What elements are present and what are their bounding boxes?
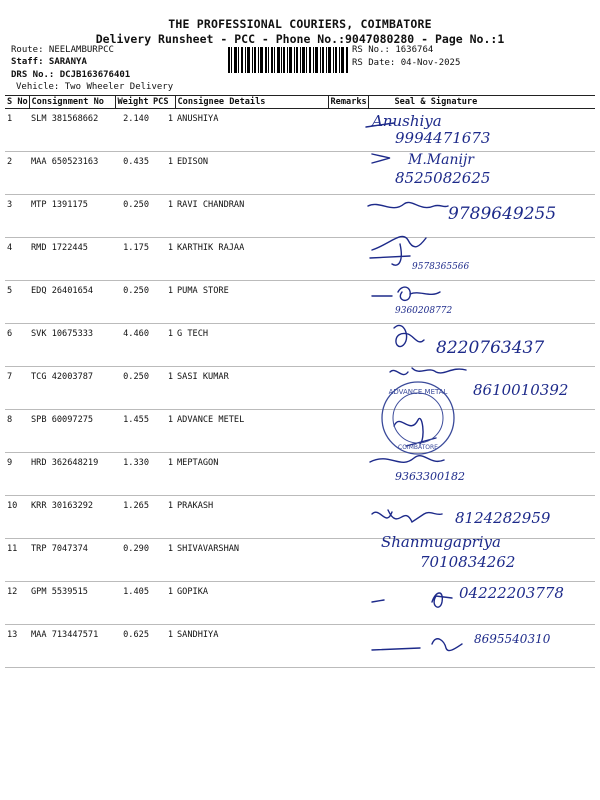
rs-number: RS No.: 1636764 [352, 45, 434, 55]
cell-pcs: 1 [151, 109, 175, 152]
cell-weight: 1.455 [115, 410, 151, 453]
cell-signature [368, 238, 595, 281]
cell-weight: 0.250 [115, 195, 151, 238]
cell-pcs: 1 [151, 539, 175, 582]
signature-phone: 9789649255 [448, 204, 557, 224]
cell-remarks [328, 109, 368, 152]
signature-name: Anushiya [372, 112, 442, 130]
cell-pcs: 1 [151, 152, 175, 195]
signature-phone: 04222203778 [459, 584, 564, 602]
cell-sno: 13 [5, 625, 29, 668]
cell-sno: 4 [5, 238, 29, 281]
cell-pcs: 1 [151, 453, 175, 496]
column-header-pcs: PCS [151, 96, 175, 109]
cell-sno: 6 [5, 324, 29, 367]
cell-pcs: 1 [151, 582, 175, 625]
cell-sno: 10 [5, 496, 29, 539]
signature-phone: 8124282959 [455, 509, 551, 527]
cell-pcs: 1 [151, 324, 175, 367]
cell-pcs: 1 [151, 367, 175, 410]
signature-phone: 9578365566 [412, 262, 470, 272]
cell-sno: 12 [5, 582, 29, 625]
cell-consignee: RAVI CHANDRAN [175, 195, 328, 238]
column-header-signature: Seal & Signature [368, 96, 595, 109]
signature-name: M.Manijr [408, 152, 474, 168]
cell-remarks [328, 152, 368, 195]
cell-pcs: 1 [151, 238, 175, 281]
cell-sno: 2 [5, 152, 29, 195]
cell-consignment: HRD 362648219 [29, 453, 115, 496]
table-row [5, 109, 595, 152]
stamp-text-bottom: COIMBATORE [398, 444, 438, 451]
table-header-row [5, 96, 595, 109]
signature-name: Shanmugapriya [381, 533, 501, 551]
cell-consignment: KRR 30163292 [29, 496, 115, 539]
cell-consignment: MAA 713447571 [29, 625, 115, 668]
cell-pcs: 1 [151, 496, 175, 539]
table-row [5, 152, 595, 195]
cell-sno: 5 [5, 281, 29, 324]
company-stamp-icon [378, 378, 458, 458]
cell-remarks [328, 281, 368, 324]
cell-remarks [328, 453, 368, 496]
cell-remarks [328, 195, 368, 238]
cell-sno: 8 [5, 410, 29, 453]
table-row [5, 238, 595, 281]
cell-consignment: MTP 1391175 [29, 195, 115, 238]
cell-consignee: KARTHIK RAJAA [175, 238, 328, 281]
table-row [5, 410, 595, 453]
cell-pcs: 1 [151, 281, 175, 324]
column-header-remarks: Remarks [328, 96, 368, 109]
cell-consignee: GOPIKA [175, 582, 328, 625]
cell-consignee: SASI KUMAR [175, 367, 328, 410]
cell-weight: 2.140 [115, 109, 151, 152]
cell-consignment: SLM 381568662 [29, 109, 115, 152]
cell-remarks [328, 238, 368, 281]
cell-consignment: MAA 650523163 [29, 152, 115, 195]
signature-phone: 8220763437 [436, 338, 545, 358]
table-row [5, 625, 595, 668]
cell-pcs: 1 [151, 410, 175, 453]
cell-weight: 1.330 [115, 453, 151, 496]
cell-consignee: ANUSHIYA [175, 109, 328, 152]
cell-consignee: PRAKASH [175, 496, 328, 539]
rs-date: RS Date: 04-Nov-2025 [352, 58, 461, 68]
table-row [5, 453, 595, 496]
signature-phone: 9994471673 [395, 129, 491, 147]
cell-remarks [328, 582, 368, 625]
cell-pcs: 1 [151, 625, 175, 668]
drs-label: DRS No.: DCJB163676401 [11, 70, 131, 80]
column-header-weight: Weight [115, 96, 151, 109]
cell-consignment: TRP 7047374 [29, 539, 115, 582]
signature-phone: 8610010392 [473, 381, 569, 399]
cell-weight: 0.435 [115, 152, 151, 195]
cell-consignment: EDQ 26401654 [29, 281, 115, 324]
cell-consignee: PUMA STORE [175, 281, 328, 324]
signature-phone: 9363300182 [395, 470, 465, 483]
signature-phone: 7010834262 [420, 553, 516, 571]
page-title: THE PROFESSIONAL COURIERS, COIMBATORE [168, 17, 432, 31]
cell-consignee: EDISON [175, 152, 328, 195]
column-header-sno: S No [7, 97, 28, 107]
cell-sno: 1 [5, 109, 29, 152]
cell-remarks [328, 324, 368, 367]
cell-consignee: ADVANCE METEL [175, 410, 328, 453]
cell-remarks [328, 367, 368, 410]
cell-consignment: GPM 5539515 [29, 582, 115, 625]
cell-pcs: 1 [151, 195, 175, 238]
column-header-consignment: Consignment No [29, 96, 115, 109]
cell-consignment: TCG 42003787 [29, 367, 115, 410]
signature-phone: 8525082625 [395, 169, 491, 187]
cell-consignee: SHIVAVARSHAN [175, 539, 328, 582]
cell-weight: 0.290 [115, 539, 151, 582]
cell-weight: 1.265 [115, 496, 151, 539]
column-header-consignee: Consignee Details [175, 96, 328, 109]
page-subtitle: Delivery Runsheet - PCC - Phone No.:9047080280 - Page No.:1 [95, 32, 505, 46]
cell-weight: 1.175 [115, 238, 151, 281]
cell-remarks [328, 410, 368, 453]
cell-remarks [328, 625, 368, 668]
cell-sno: 9 [5, 453, 29, 496]
cell-sno: 7 [5, 367, 29, 410]
staff-label: Staff: SARANYA [11, 57, 87, 67]
barcode-icon [228, 47, 348, 73]
signature-phone: 8695540310 [474, 632, 551, 646]
vehicle-label: Vehicle: Two Wheeler Delivery [16, 82, 174, 92]
cell-consignee: SANDHIYA [175, 625, 328, 668]
signature-phone: 9360208772 [395, 306, 453, 316]
cell-remarks [328, 539, 368, 582]
cell-sno: 11 [5, 539, 29, 582]
table-row [5, 281, 595, 324]
cell-remarks [328, 496, 368, 539]
cell-weight: 0.250 [115, 367, 151, 410]
cell-consignment: SPB 60097275 [29, 410, 115, 453]
cell-signature [368, 625, 595, 668]
cell-consignment: RMD 1722445 [29, 238, 115, 281]
cell-consignment: SVK 10675333 [29, 324, 115, 367]
route-label: Route: NEELAMBURPCC [11, 45, 114, 55]
cell-weight: 0.250 [115, 281, 151, 324]
cell-weight: 1.405 [115, 582, 151, 625]
cell-weight: 0.625 [115, 625, 151, 668]
cell-sno: 3 [5, 195, 29, 238]
cell-consignee: MEPTAGON [175, 453, 328, 496]
stamp-text-top: ADVANCE METAL [388, 388, 448, 396]
cell-consignee: G TECH [175, 324, 328, 367]
cell-weight: 4.460 [115, 324, 151, 367]
cell-signature [368, 281, 595, 324]
